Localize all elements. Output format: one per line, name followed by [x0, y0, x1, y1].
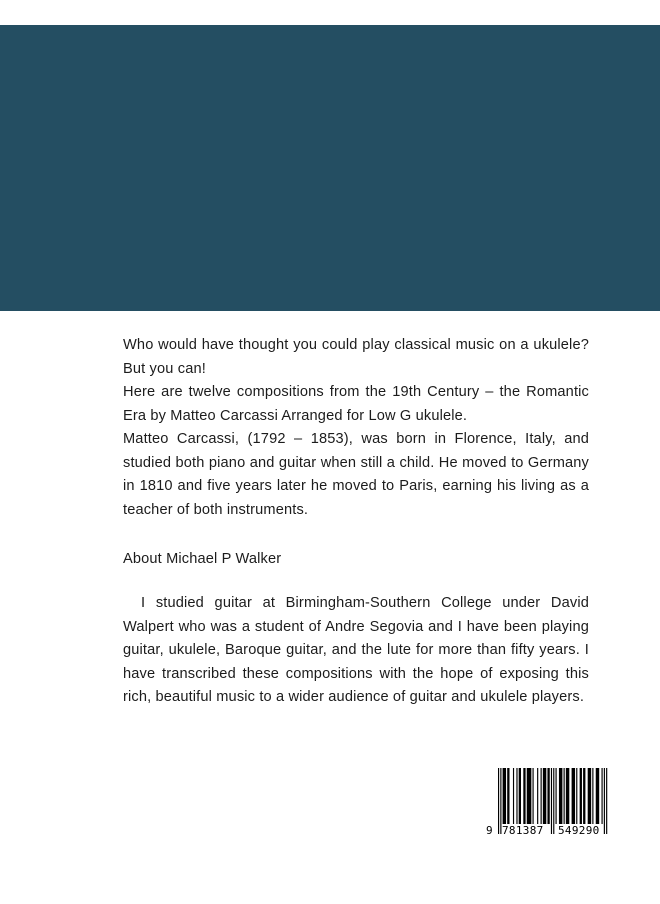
barcode-bar: [556, 768, 557, 824]
barcode-bar: [527, 768, 532, 824]
barcode-bar: [523, 768, 525, 824]
barcode-bar: [592, 768, 593, 824]
barcode-bar: [519, 768, 521, 824]
barcode-bar: [576, 768, 577, 824]
barcode-bar: [507, 768, 509, 824]
barcode-left-group: 781387: [502, 824, 544, 837]
barcode-bar: [583, 768, 585, 824]
barcode-bar: [513, 768, 514, 824]
blurb-intro: Who would have thought you could play classical music on a ukulele? But you can!: [123, 337, 589, 377]
barcode-bar: [588, 768, 591, 824]
barcode-bar: [580, 768, 582, 824]
barcode-bar: [602, 768, 603, 824]
barcode-bar: [541, 768, 542, 824]
barcode-first-digit: 9: [486, 824, 493, 837]
barcode-digits: [486, 824, 620, 838]
barcode-bar: [533, 768, 534, 824]
barcode-bar: [564, 768, 565, 824]
barcode-bar: [516, 768, 517, 824]
blurb-biography-carcassi: Matteo Carcassi, (1792 – 1853), was born in Florence, Italy, and studied both piano and guitar when still a child. He moved to Germany in 1810 and five years later he moved to Paris, earning his living as a teacher of both instruments.: [123, 431, 589, 518]
about-heading: About Michael P Walker: [123, 551, 282, 567]
barcode-bar: [547, 768, 549, 824]
isbn-barcode: [486, 766, 620, 838]
blurb-collection: Here are twelve compositions from the 19th Century – the Romantic Era by Matteo Carcassi Arranged for Low G ukulele.: [123, 384, 589, 424]
barcode-bar: [543, 768, 546, 824]
blurb: [123, 334, 589, 522]
barcode-bar: [572, 768, 575, 824]
barcode-bar: [596, 768, 599, 824]
about-bio: I studied guitar at Birmingham-Southern College under David Walpert who was a student of Andre Segovia and I have been playing guitar, ukulele, Baroque guitar, and the lute for more than fifty years. I have transcribed these compositions with the hope of exposing this rich, beautiful music to a wider audience of guitar and ukulele players.: [123, 595, 589, 705]
barcode-bar: [566, 768, 569, 824]
barcode-bar: [503, 768, 506, 824]
barcode-right-group: 549290: [558, 824, 600, 837]
barcode-bar: [537, 768, 538, 824]
barcode-bar: [559, 768, 562, 824]
cover-banner: [0, 25, 660, 311]
